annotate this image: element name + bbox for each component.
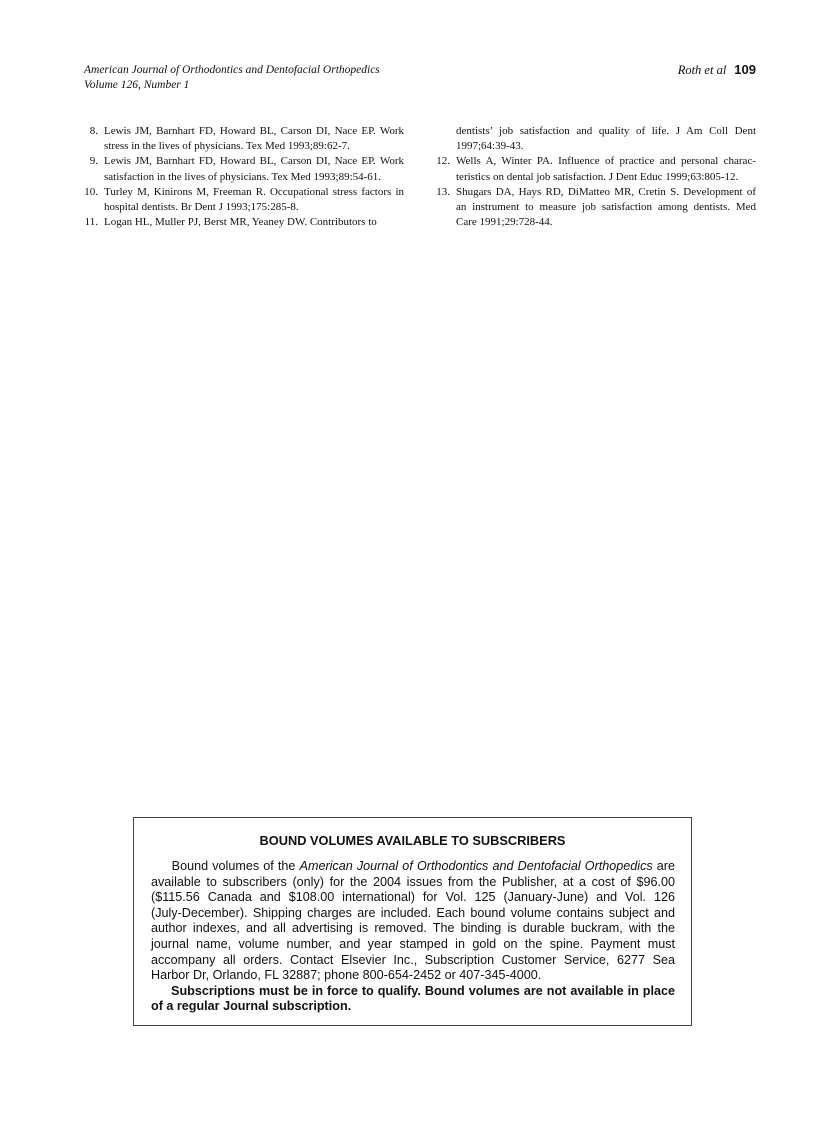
references-right-column (432, 124, 756, 230)
text-line: Harbor Dr, Orlando, FL 32887; phone 800-654-2452 or 407-345-4000. (151, 968, 542, 983)
volume-number: Volume 126, Number 1 (84, 79, 190, 91)
text-line: accompany all orders. Contact Elsevier Inc., Subscription Customer Service, 6277 Sea (151, 952, 675, 967)
text-line: teristics on dental job satisfaction. J Dent Educ 1999;63:805-12. (456, 170, 739, 183)
notice-title: BOUND VOLUMES AVAILABLE TO SUBSCRIBERS (259, 833, 566, 848)
text-line: Turley M, Kinirons M, Freeman R. Occupational stress factors in (104, 185, 404, 198)
reference-number: 8. (89, 125, 98, 137)
running-header-right (678, 62, 756, 78)
reference-number: 9. (89, 155, 98, 168)
text-line: Shugars DA, Hays RD, DiMatteo MR, Cretin S. Development of (456, 185, 756, 198)
references-left-column (80, 124, 404, 230)
running-header-left (84, 63, 380, 93)
journal-name: American Journal of Orthodontics and Dentofacial Orthopedics (299, 859, 653, 873)
reference-number: 11. (84, 216, 98, 229)
text-line: stress in the lives of physicians. Tex Med 1993;89:62-7. (104, 140, 350, 153)
text-line: Lewis JM, Barnhart FD, Howard BL, Carson DI, Nace EP. Work (104, 155, 404, 168)
notice-bold-paragraph (151, 984, 675, 1015)
text-line: Logan HL, Muller PJ, Berst MR, Yeaney DW. Contributors to (104, 216, 377, 229)
text-line: Bound volumes of the American Journal of Orthodontics and Dentofacial Orthopedics are (151, 859, 676, 873)
reference-item (80, 154, 404, 184)
reference-number: 13. (436, 185, 450, 198)
text-line: dentists’ job satisfaction and quality of life. J Am Coll Dent (456, 125, 756, 137)
bound-volumes-notice (133, 817, 692, 1026)
text-line: satisfaction in the lives of physicians. Tex Med 1993;89:54-61. (104, 170, 382, 183)
reference-item (80, 124, 404, 154)
text-line: ($115.56 Canada and $108.00 international) for Vol. 125 (January-June) and Vol. 126 (151, 890, 675, 905)
reference-item (432, 154, 756, 184)
page-number: 109 (734, 62, 756, 77)
text-line: (July-December). Shipping charges are included. Each bound volume contains subject and (151, 905, 675, 920)
reference-number: 12. (436, 155, 450, 168)
text-line: author indexes, and all advertising is removed. The binding is durable buckram, with the (151, 921, 675, 936)
reference-item (432, 124, 756, 154)
text-line: an instrument to measure job satisfaction among dentists. Med (456, 201, 756, 214)
journal-title: American Journal of Orthodontics and Dentofacial Orthopedics (84, 64, 380, 76)
reference-item (80, 185, 404, 215)
authors: Roth et al (677, 63, 727, 77)
reference-item (432, 185, 756, 231)
text-line: Subscriptions must be in force to qualify. Bound volumes are not available in place (151, 983, 675, 998)
notice-paragraph (151, 859, 675, 984)
text-line: journal name, volume number, and year stamped in gold on the spine. Payment must (151, 936, 675, 951)
reference-number: 10. (84, 185, 98, 198)
text-line: hospital dentists. Br Dent J 1993;175:285-8. (104, 201, 299, 214)
text-line: 1997;64:39-43. (456, 140, 524, 153)
reference-item (80, 215, 404, 230)
text-line: Lewis JM, Barnhart FD, Howard BL, Carson DI, Nace EP. Work (104, 125, 404, 137)
text-line: of a regular Journal subscription. (151, 999, 352, 1014)
text-line: Care 1991;29:728-44. (456, 216, 553, 229)
notice-body (151, 859, 675, 1015)
text-line: available to subscribers (only) for the 2004 issues from the Publisher, at a cost of $96.00 (151, 874, 675, 889)
text-line: Wells A, Winter PA. Influence of practice and personal charac- (456, 155, 756, 168)
